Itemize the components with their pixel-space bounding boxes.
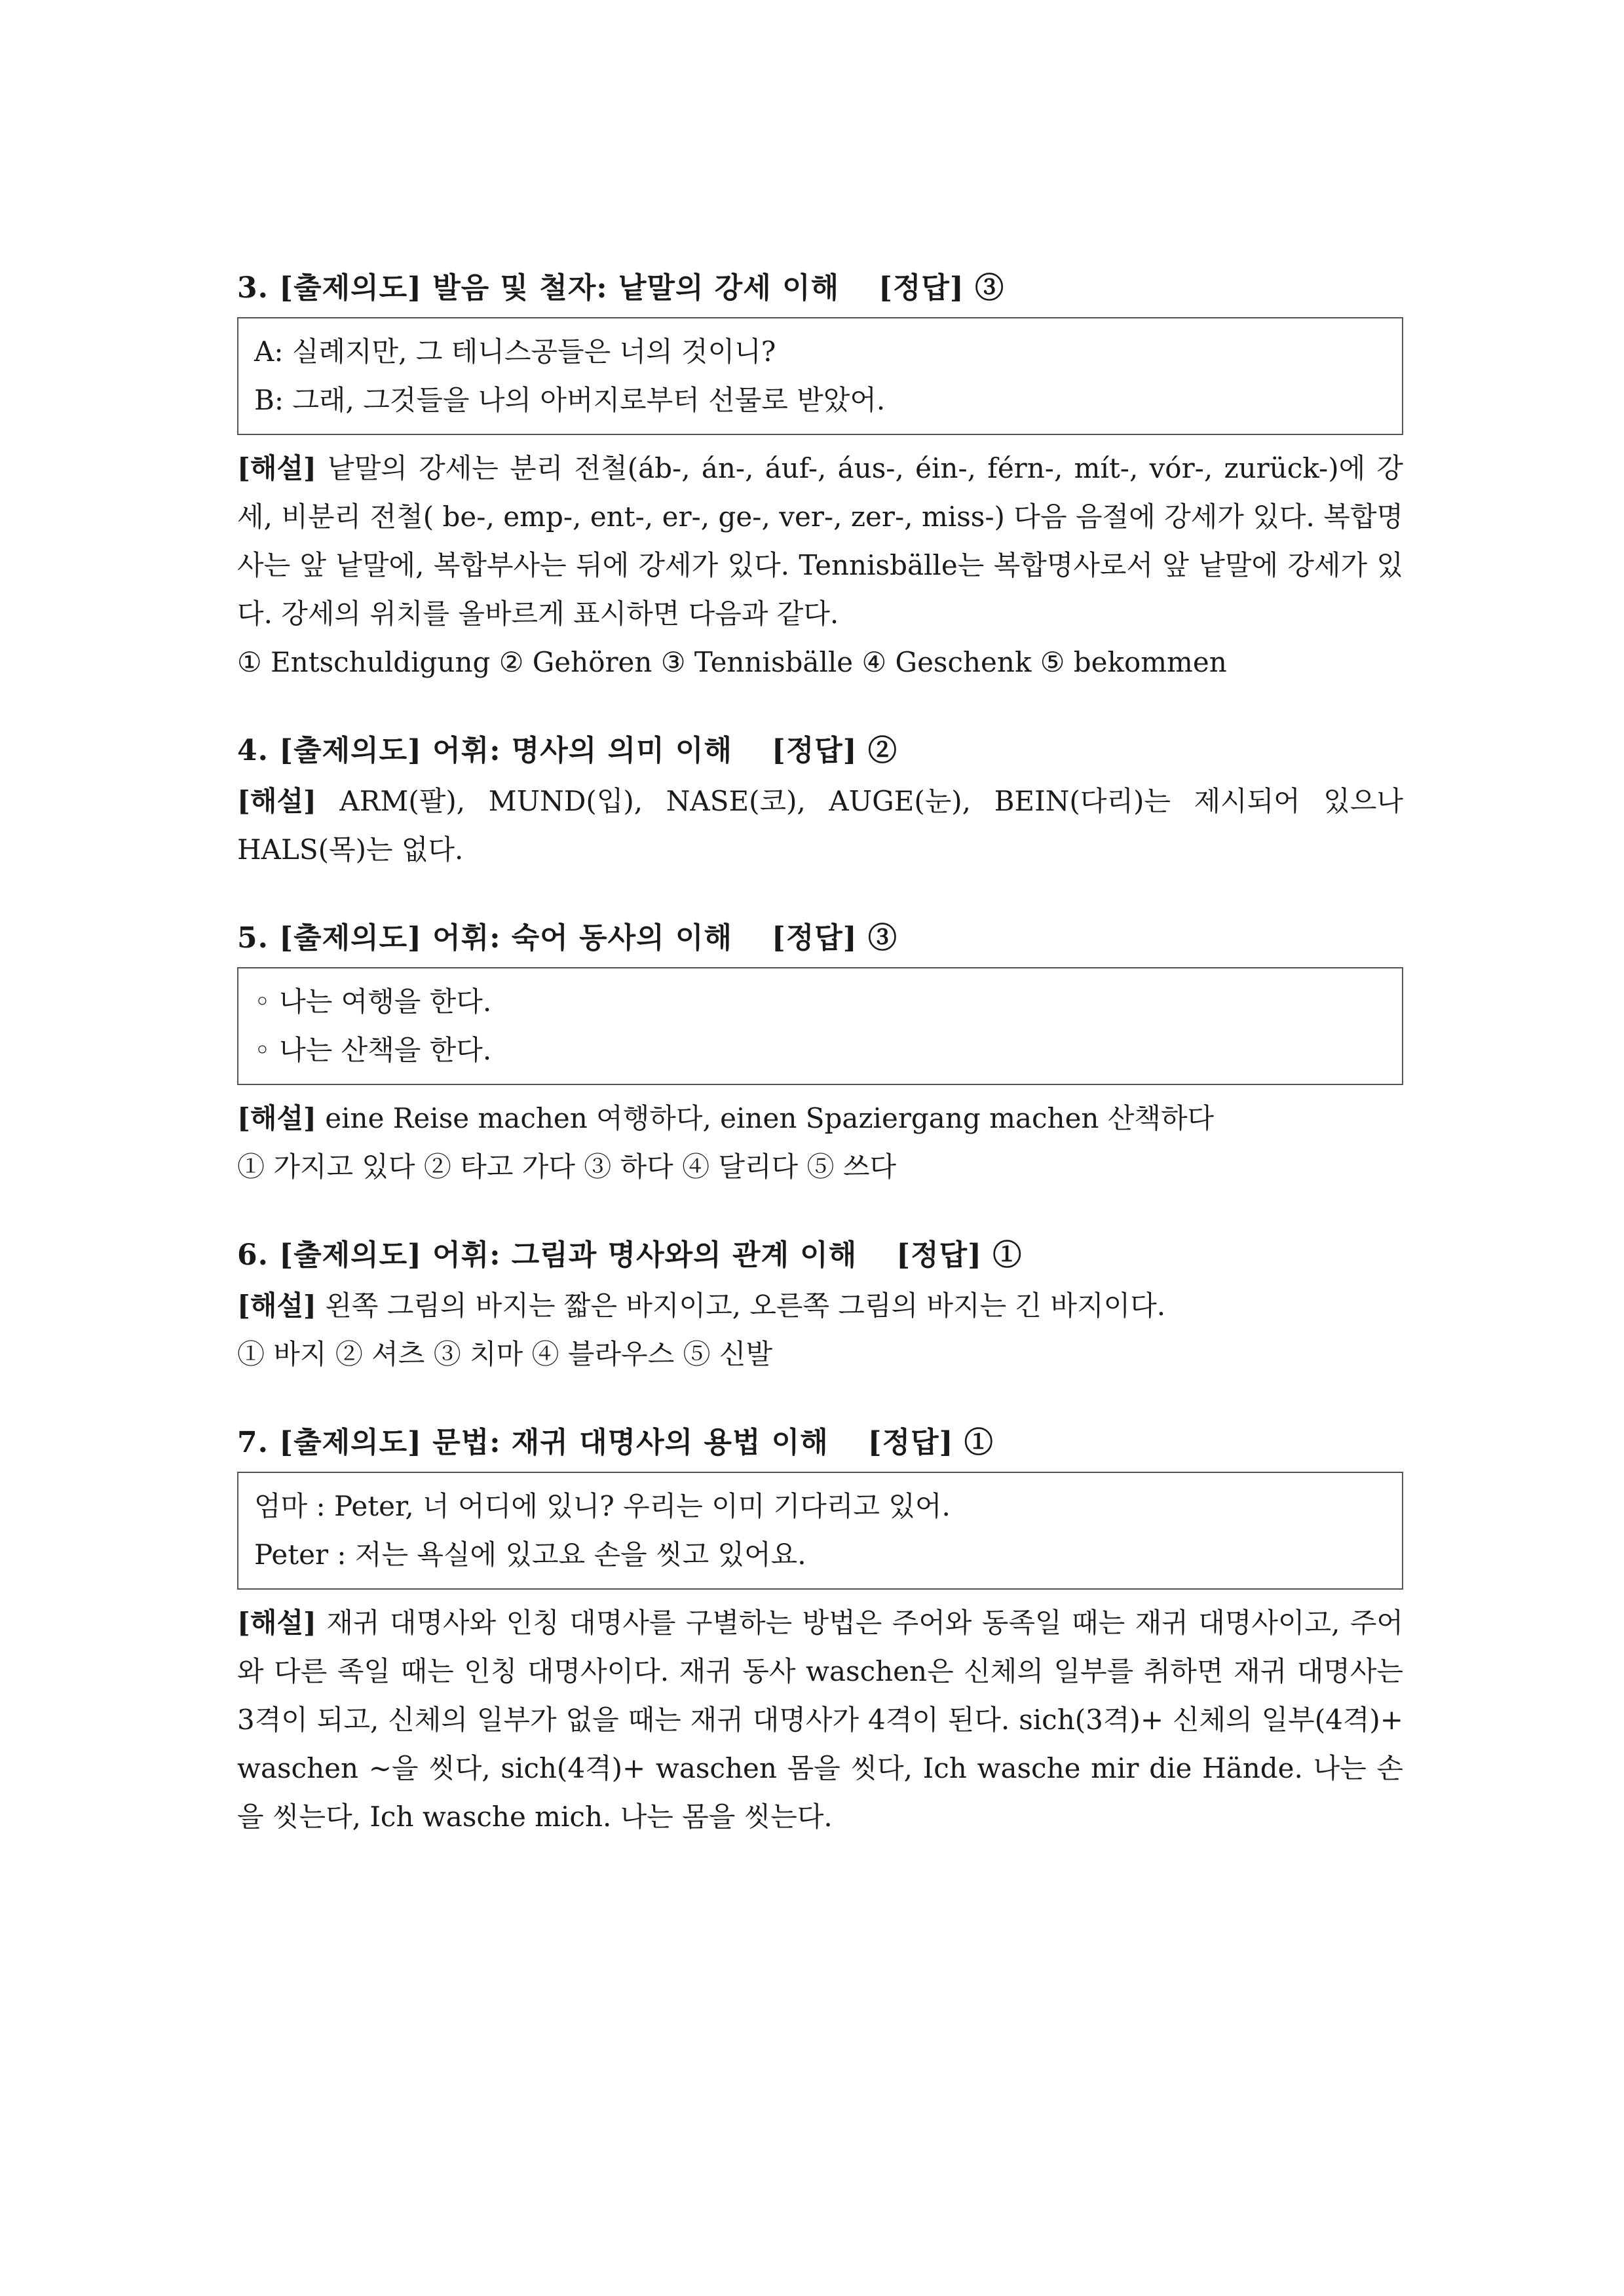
answer-explanations [237, 262, 1403, 1841]
dialogue-line: B: 그래, 그것들을 나의 아버지로부터 선물로 받았어. [254, 384, 886, 416]
explanation-text: ARM(팔), MUND(입), NASE(코), AUGE(눈), BEIN(다리)는 제시되어 있으나 HALS(목)는 없다. [237, 785, 1403, 866]
question-6-choices: ① 바지 ② 셔츠 ③ 치마 ④ 블라우스 ⑤ 신발 [237, 1338, 773, 1370]
question-6-title: 6. [출제의도] 어휘: 그림과 명사와의 관계 이해 [237, 1238, 858, 1272]
explanation-tag: [해설] [237, 1102, 316, 1134]
question-5-choices: ① 가지고 있다 ② 타고 가다 ③ 하다 ④ 달리다 ⑤ 쓰다 [237, 1151, 897, 1183]
question-6-answer: [정답] ① [896, 1238, 1023, 1272]
question-4-answer: [정답] ② [771, 734, 897, 767]
dialogue-line: A: 실례지만, 그 테니스공들은 너의 것이니? [254, 335, 776, 368]
dialogue-line: 엄마 : Peter, 너 어디에 있니? 우리는 이미 기다리고 있어. [254, 1490, 951, 1522]
question-3-dialogue-box [237, 317, 1403, 435]
question-7-answer: [정답] ① [867, 1426, 994, 1459]
question-4-explanation [237, 777, 1403, 874]
question-7-dialogue-box [237, 1472, 1403, 1590]
question-7-title: 7. [출제의도] 문법: 재귀 대명사의 용법 이해 [237, 1426, 829, 1459]
explanation-tag: [해설] [237, 1290, 316, 1322]
sentence-line: ◦ 나는 산책을 한다. [254, 1034, 492, 1066]
explanation-text: 왼쪽 그림의 바지는 짧은 바지이고, 오른쪽 그림의 바지는 긴 바지이다. [316, 1290, 1166, 1322]
question-7 [237, 1417, 1403, 1841]
explanation-text: 낱말의 강세는 분리 전철(áb-, án-, áuf-, áus-, éin-, férn-, mít-, vór-, zurück-)에 강세, 비분리 전철( be-, emp-, ent-, er-, ge-, ver-, zer-, miss-) 다음 음절에 강세가 있다. 복합명사는 앞 낱말에, 복합부사는 뒤에 강세가 있다. Tennisbälle는 복합명사로서 앞 낱말에 강세가 있다. 강세의 위치를 올바르게 표시하면 다음과 같다. [237, 452, 1403, 630]
question-4-title: 4. [출제의도] 어휘: 명사의 의미 이해 [237, 734, 732, 767]
question-3-heading [237, 262, 1403, 315]
explanation-tag: [해설] [237, 452, 316, 484]
question-5-title: 5. [출제의도] 어휘: 숙어 동사의 이해 [237, 921, 732, 955]
question-5-heading [237, 912, 1403, 965]
question-3-title: 3. [출제의도] 발음 및 철자: 낱말의 강세 이해 [237, 271, 840, 305]
question-7-heading [237, 1417, 1403, 1469]
question-3-explanation [237, 444, 1403, 638]
question-6-explanation [237, 1282, 1403, 1330]
explanation-text: 재귀 대명사와 인칭 대명사를 구별하는 방법은 주어와 동족일 때는 재귀 대명사이고, 주어와 다른 족일 때는 인칭 대명사이다. 재귀 동사 waschen은 신체의 일부를 취하면 재귀 대명사는 3격이 되고, 신체의 일부가 없을 때는 재귀 대명사가 4격이 된다. sich(3격)+ 신체의 일부(4격)+ waschen ~을 씻다, sich(4격)+ waschen 몸을 씻다, Ich wasche mir die Hände. 나는 손을 씻는다, Ich wasche mich. 나는 몸을 씻는다. [237, 1607, 1403, 1833]
question-7-explanation [237, 1599, 1403, 1841]
question-6-heading [237, 1229, 1403, 1282]
explanation-tag: [해설] [237, 785, 316, 817]
question-3 [237, 262, 1403, 687]
explanation-tag: [해설] [237, 1607, 316, 1639]
question-6 [237, 1229, 1403, 1379]
question-4-heading [237, 725, 1403, 777]
question-3-answer: [정답] ③ [878, 271, 1005, 305]
question-5-sentence-box [237, 967, 1403, 1085]
question-5-answer: [정답] ③ [771, 921, 897, 955]
question-3-choices: ① Entschuldigung ② Gehören ③ Tennisbälle ④ Geschenk ⑤ bekommen [237, 646, 1227, 678]
question-4 [237, 725, 1403, 874]
question-5-explanation [237, 1094, 1403, 1143]
question-5 [237, 912, 1403, 1191]
sentence-line: ◦ 나는 여행을 한다. [254, 985, 492, 1018]
explanation-text: eine Reise machen 여행하다, einen Spaziergang machen 산책하다 [316, 1102, 1215, 1134]
dialogue-line: Peter : 저는 욕실에 있고요 손을 씻고 있어요. [254, 1539, 806, 1571]
